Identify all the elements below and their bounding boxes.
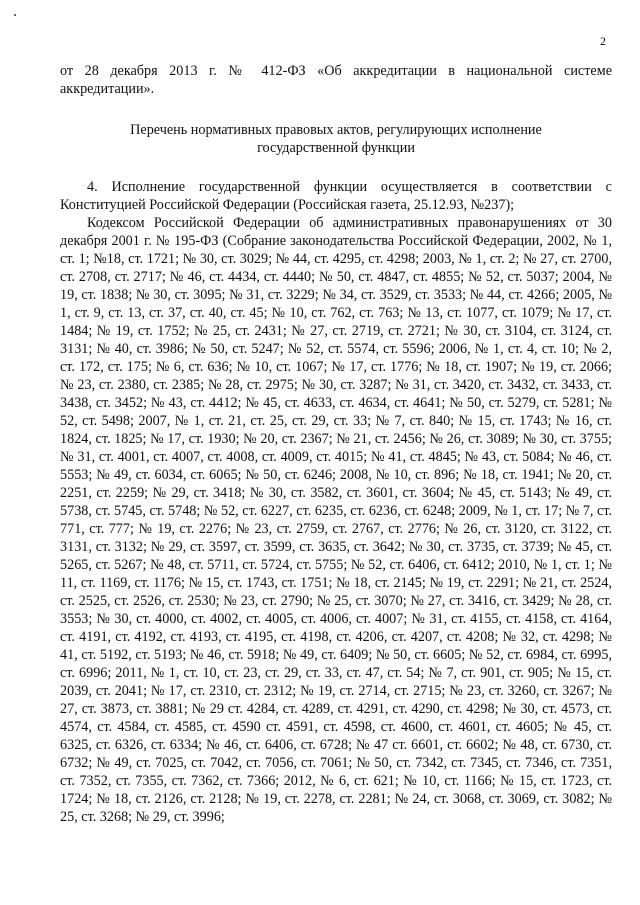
page-number: 2 [600, 34, 606, 48]
scan-speck [14, 14, 16, 16]
intro-continuation: от 28 декабря 2013 г. № 412-ФЗ «Об аккредитации в национальной системе аккредитации». [60, 63, 612, 97]
section-heading: Перечень нормативных правовых актов, регулирующих исполнение государственной функции [130, 122, 542, 156]
paragraph-koap: Кодексом Российской Федерации об административных правонарушениях от 30 декабря 2001 г. № 195-ФЗ (Собрание законодательства Российской Федерации, 2002, № 1, ст. 1; №18, ст. 1721; № 30, ст. 3029; № 44, ст. 4295, ст. 4298; 2003, № 1, ст. 2; № 27, ст. 2700, ст. 2708, ст. 2717; № 46, ст. 4434, ст. 4440; № 50, ст. 4847, ст. 4855; № 52, ст. 5037; 2004, № 19, ст. 1838; № 30, ст. 3095; № 31, ст. 3229; № 34, ст. 3529, ст. 3533; № 44, ст. 4266; 2005, № 1, ст. 9, ст. 13, ст. 37, ст. 40, ст. 45; № 10, ст. 762, ст. 763; № 13, ст. 1077, ст. 1079; № 17, ст. 1484; № 19, ст. 1752; № 25, ст. 2431; № 27, ст. 2719, ст. 2721; № 30, ст. 3104, ст. 3124, ст. 3131; № 40, ст. 3986; № 50, ст. 5247; № 52, ст. 5574, ст. 5596; 2006, № 1, ст. 4, ст. 10; № 2, ст. 172, ст. 175; № 6, ст. 636; № 10, ст. 1067; № 17, ст. 1776; № 18, ст. 1907; № 19, ст. 2066; № 23, ст. 2380, ст. 2385; № 28, ст. 2975; № 30, ст. 3287; № 31, ст. 3420, ст. 3432, ст. 3433, ст. 3438, ст. 3452; № 43, ст. 4412; № 45, ст. 4633, ст. 4634, ст. 4641; № 50, ст. 5279, ст. 5281; № 52, ст. 5498; 2007, № 1, ст. 21, ст. 25, ст. 29, ст. 33; № 7, ст. 840; № 15, ст. 1743; № 16, ст. 1824, ст. 1825; № 17, ст. 1930; № 20, ст. 2367; № 21, ст. 2456; № 26, ст. 3089; № 30, ст. 3755; № 31, ст. 4001, ст. 4007, ст. 4008, ст. 4009, ст. 4015; № 41, ст. 4845; № 43, ст. 5084; № 46, ст. 5553; № 49, ст. 6034, ст. 6065; № 50, ст. 6246; 2008, № 10, ст. 896; № 18, ст. 1941; № 20, ст. 2251, ст. 2259; № 29, ст. 3418; № 30, ст. 3582, ст. 3601, ст. 3604; № 45, ст. 5143; № 49, ст. 5738, ст. 5745, ст. 5748; № 52, ст. 6227, ст. 6235, ст. 6236, ст. 6248; 2009, № 1, ст. 17; № 7, ст. 771, ст. 777; № 19, ст. 2276; № 23, ст. 2759, ст. 2767, ст. 2776; № 26, ст. 3120, ст. 3122, ст. 3131, ст. 3132; № 29, ст. 3597, ст. 3599, ст. 3635, ст. 3642; № 30, ст. 3735, ст. 3739; № 45, ст. 5265, ст. 5267; № 48, ст. 5711, ст. 5724, ст. 5755; № 52, ст. 6406, ст. 6412; 2010, № 1, ст. 1; № 11, ст. 1169, ст. 1176; № 15, ст. 1743, ст. 1751; № 18, ст. 2145; № 19, ст. 2291; № 21, ст. 2524, ст. 2525, ст. 2526, ст. 2530; № 23, ст. 2790; № 25, ст. 3070; № 27, ст. 3416, ст. 3429; № 28, ст. 3553; № 30, ст. 4000, ст. 4002, ст. 4005, ст. 4006, ст. 4007; № 31, ст. 4155, ст. 4158, ст. 4164, ст. 4191, ст. 4192, ст. 4193, ст. 4195, ст. 4198, ст. 4206, ст. 4207, ст. 4208; № 32, ст. 4298; № 41, ст. 5192, ст. 5193; № 46, ст. 5918; № 49, ст. 6409; № 50, ст. 6605; № 52, ст. 6984, ст. 6995, ст. 6996; 2011, № 1, ст. 10, ст. 23, ст. 29, ст. 33, ст. 47, ст. 54; № 7, ст. 901, ст. 905; № 15, ст. 2039, ст. 2041; № 17, ст. 2310, ст. 2312; № 19, ст. 2714, ст. 2715; № 23, ст. 3260, ст. 3267; № 27, ст. 3873, ст. 3881; № 29 ст. 4284, ст. 4289, ст. 4291, ст. 4290, ст. 4298; № 30, ст. 4573, ст. 4574, ст. 4584, ст. 4585, ст. 4590 ст. 4591, ст. 4598, ст. 4600, ст. 4601, ст. 4605; № 45, ст. 6325, ст. 6326, ст. 6334; № 46, ст. 6406, ст. 6728; № 47 ст. 6601, ст. 6602; № 48, ст. 6730, ст. 6732; № 49, ст. 7025, ст. 7042, ст. 7056, ст. 7061; № 50, ст. 7342, ст. 7345, ст. 7346, ст. 7351, ст. 7352, ст. 7355, ст. 7362, ст. 7366; 2012, № 6, ст. 621; № 10, ст. 1166; № 15, ст. 1723, ст. 1724; № 18, ст. 2126, ст. 2128; № 19, ст. 2278, ст. 2281; № 24, ст. 3068, ст. 3069, ст. 3082; № 25, ст. 3268; № 29, ст. 3996; [60, 215, 612, 825]
document-body [60, 62, 612, 826]
paragraph-4: 4. Исполнение государственной функции осуществляется в соответствии с Конституцией Российской Федерации (Российская газета, 25.12.93, №237); [60, 179, 612, 213]
